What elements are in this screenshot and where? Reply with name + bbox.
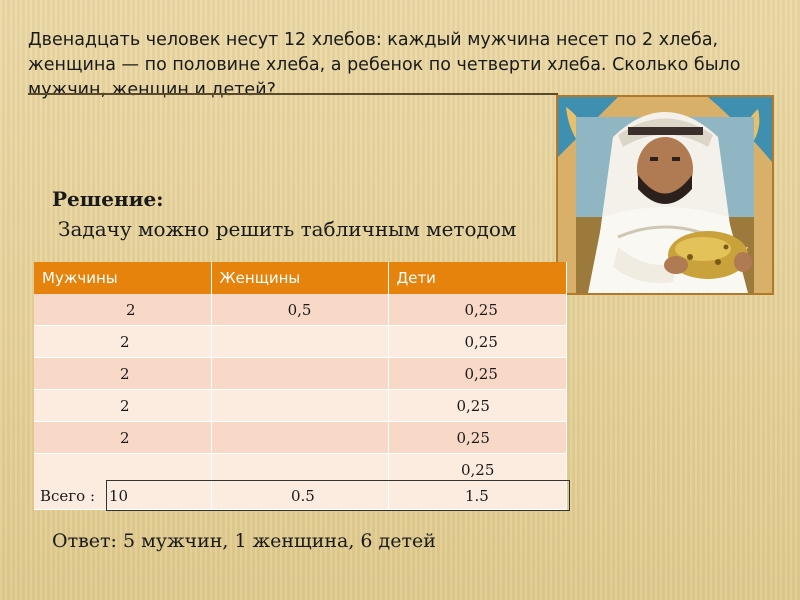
table-row [34,422,566,454]
cell-kids: 0,25 [388,294,566,326]
total-women: 0.5 [291,487,315,505]
cell-kids: 0,25 [388,422,566,454]
cell-women [211,422,388,454]
table-header-row [34,262,566,294]
solution-title: Решение: [52,187,164,211]
cell-men: 2 [34,294,211,326]
problem-line-2: женщина — по половине хлеба, а ребенок по четверти хлеба. Сколько было [28,55,741,75]
solution-method: Задачу можно решить табличным методом [58,217,517,241]
total-box [106,480,570,511]
problem-line-1: Двенадцать человек несут 12 хлебов: каждый мужчина несет по 2 хлеба, [28,30,719,50]
cell-women [211,358,388,390]
total-men: 10 [109,487,129,505]
cell-kids: 0,25 [388,326,566,358]
illustration-man-with-bread [556,95,774,295]
total-label: Всего : [40,487,96,505]
answer-text: Ответ: 5 мужчин, 1 женщина, 6 детей [52,530,436,552]
problem-line-3: мужчин, женщин и детей? [28,80,276,100]
cell-men: 2 [34,326,211,358]
total-kids: 1.5 [465,487,489,505]
header-men: Мужчины [34,262,211,294]
cell-men: 2 [34,390,211,422]
cell-men: 2 [34,422,211,454]
header-women: Женщины [211,262,388,294]
cell-women [211,326,388,358]
table-row [34,390,566,422]
cell-men: 2 [34,358,211,390]
cell-kids: 0,25 [388,358,566,390]
table-row [34,358,566,390]
cell-women [211,390,388,422]
cell-kids-last: 0,25 [461,461,495,479]
table-row [34,294,566,326]
cell-kids: 0,25 [388,390,566,422]
table-row [34,326,566,358]
title-underline [28,93,558,95]
header-kids: Дети [388,262,566,294]
problem-statement [28,28,768,103]
cell-women: 0,5 [211,294,388,326]
